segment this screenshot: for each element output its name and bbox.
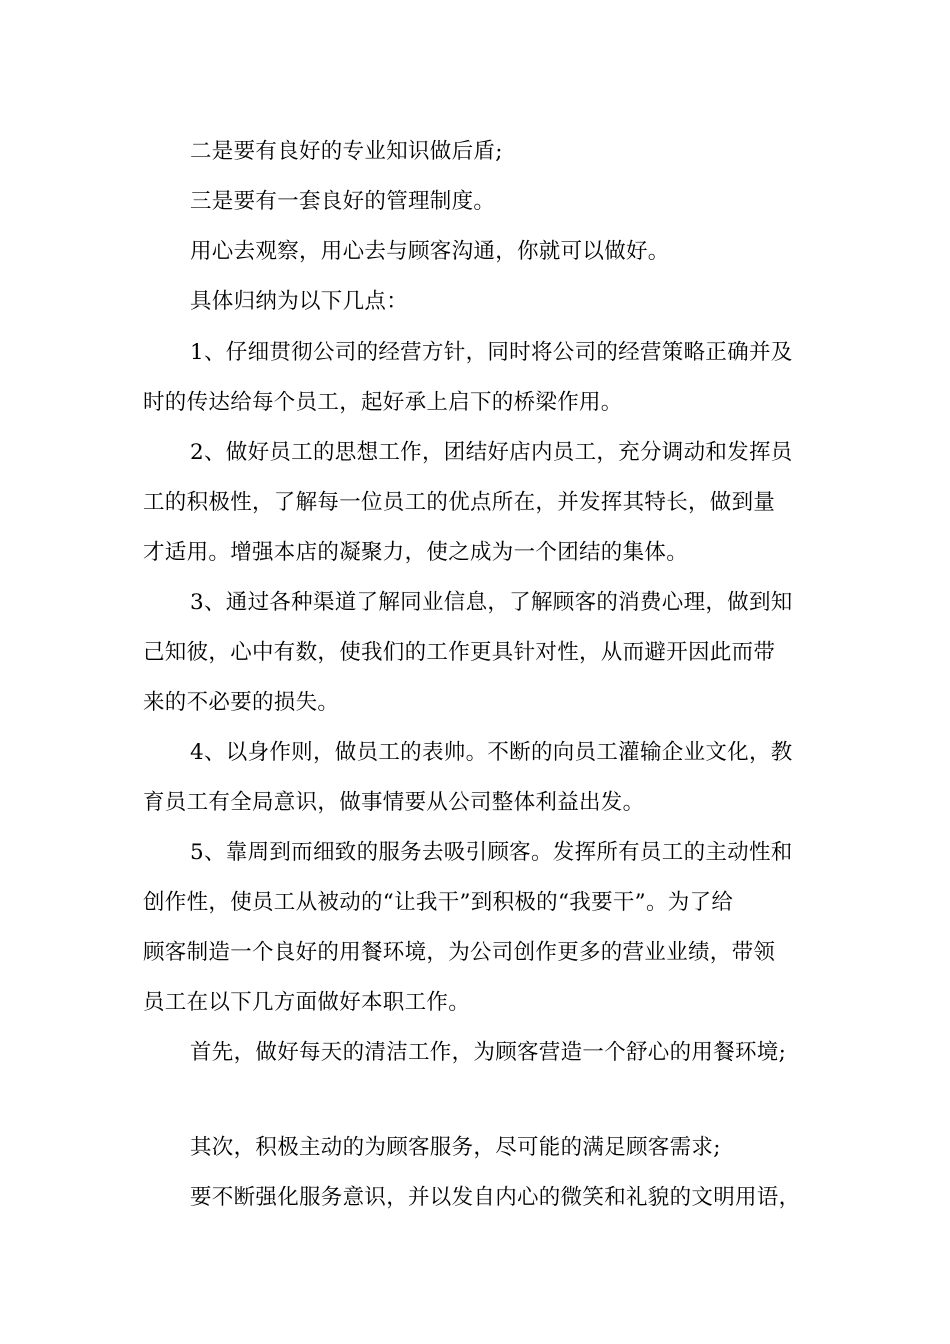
text-line: 具体归纳为以下几点： [190, 289, 409, 314]
text-line: 才适用。增强本店的凝聚力，使之成为一个团结的集体。 [143, 540, 689, 565]
text-line: 己知彼，心中有数，使我们的工作更具针对性，从而避开因此而带 [143, 640, 776, 665]
text-line: 要不断强化服务意识，并以发自内心的微笑和礼貌的文明用语， [190, 1185, 801, 1210]
text-line: 首先，做好每天的清洁工作，为顾客营造一个舒心的用餐环境; [190, 1040, 787, 1065]
text-line: 时的传达给每个员工，起好承上启下的桥梁作用。 [143, 390, 623, 415]
text-line: 来的不必要的损失。 [143, 690, 340, 715]
text-line: 二是要有良好的专业知识做后盾; [190, 139, 503, 164]
text-line: 三是要有一套良好的管理制度。 [190, 189, 496, 214]
text-line: 用心去观察，用心去与顾客沟通，你就可以做好。 [190, 239, 670, 264]
text-line: 员工在以下几方面做好本职工作。 [143, 990, 471, 1015]
text-line: 育员工有全局意识，做事情要从公司整体利益出发。 [143, 790, 645, 815]
text-line: 工的积极性，了解每一位员工的优点所在，并发挥其特长，做到量 [143, 490, 776, 515]
text-line: 3、通过各种渠道了解同业信息，了解顾客的消费心理，做到知 [190, 590, 793, 615]
text-line: 2、做好员工的思想工作，团结好店内员工，充分调动和发挥员 [190, 440, 793, 465]
text-line: 顾客制造一个良好的用餐环境，为公司创作更多的营业业绩，带领 [143, 940, 776, 965]
text-line: 1、仔细贯彻公司的经营方针，同时将公司的经营策略正确并及 [190, 340, 793, 365]
text-line: 5、靠周到而细致的服务去吸引顾客。发挥所有员工的主动性和 [190, 840, 793, 865]
text-line: 创作性，使员工从被动的“让我干”到积极的“我要干”。为了给 [143, 890, 734, 915]
text-line: 4、以身作则，做员工的表帅。不断的向员工灌输企业文化，教 [190, 740, 793, 765]
text-line: 其次，积极主动的为顾客服务，尽可能的满足顾客需求; [190, 1135, 721, 1160]
